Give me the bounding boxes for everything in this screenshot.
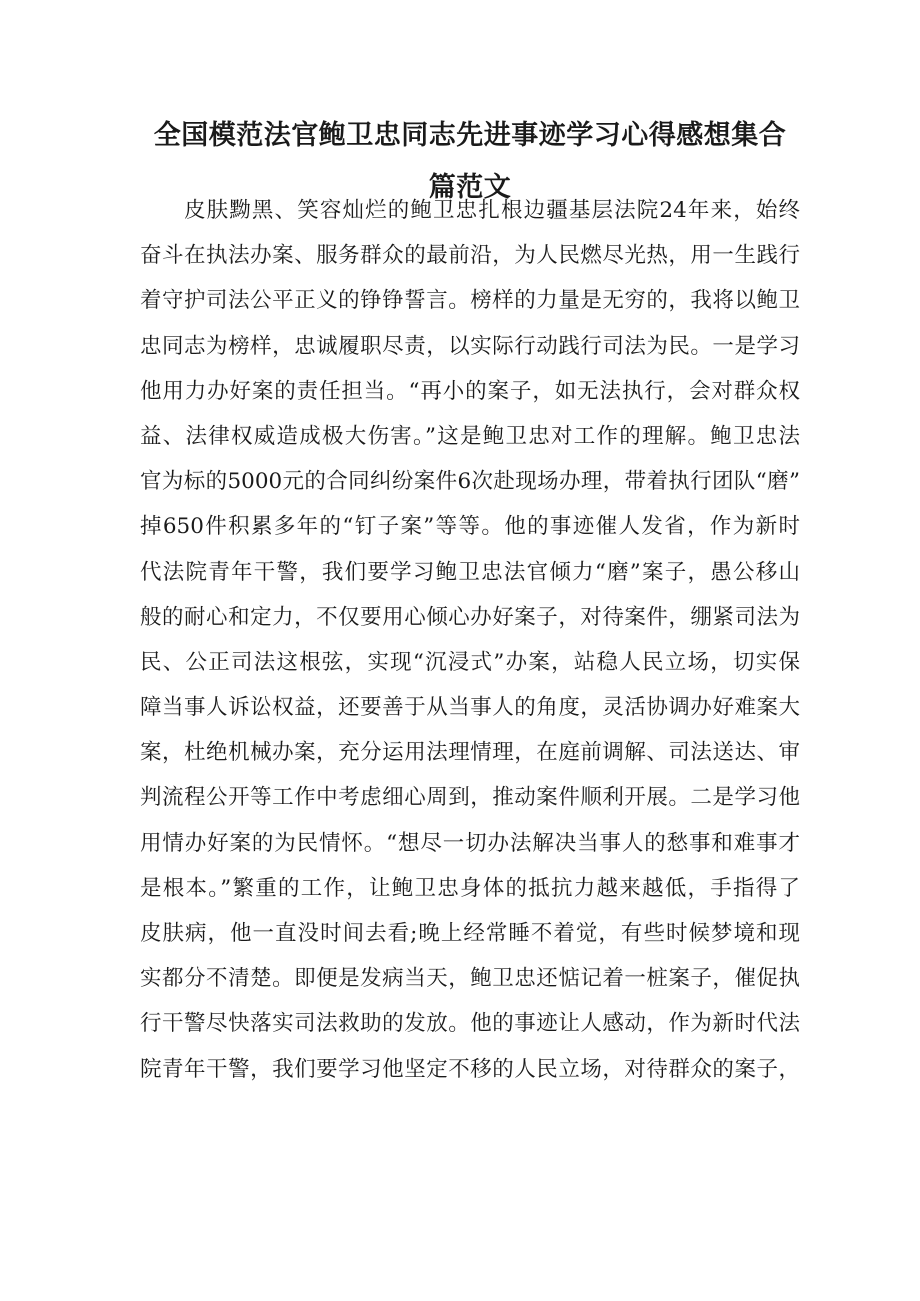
body-line: 代法院青年干警，我们要学习鲍卫忠法官倾力“磨”案子，愚公移山 [140, 559, 800, 585]
body-line: 案，杜绝机械办案，充分运用法理情理，在庭前调解、司法送达、审 [140, 740, 800, 766]
body-line: 院青年干警，我们要学习他坚定不移的人民立场，对待群众的案子， [140, 1056, 800, 1082]
body-line: 奋斗在执法办案、服务群众的最前沿，为人民燃尽光热，用一生践行 [140, 243, 800, 269]
body-line: 障当事人诉讼权益，还要善于从当事人的角度，灵活协调办好难案大 [140, 695, 800, 721]
document-title-line-2: 篇范文 [428, 172, 512, 203]
body-line: 皮肤病，他一直没时间去看;晚上经常睡不着觉，有些时候梦境和现 [140, 921, 800, 946]
body-line: 益、法律权威造成极大伤害。”这是鲍卫忠对工作的理解。鲍卫忠法 [140, 423, 800, 449]
body-line: 用情办好案的为民情怀。“想尽一切办法解决当事人的愁事和难事才 [140, 830, 800, 856]
body-line: 皮肤黝黑、笑容灿烂的鲍卫忠扎根边疆基层法院24年来，始终 [184, 198, 800, 223]
body-line: 是根本。”繁重的工作，让鲍卫忠身体的抵抗力越来越低，手指得了 [140, 875, 800, 901]
body-line: 着守护司法公平正义的铮铮誓言。榜样的力量是无穷的，我将以鲍卫 [140, 288, 800, 314]
body-line: 实都分不清楚。即便是发病当天，鲍卫忠还惦记着一桩案子，催促执 [140, 966, 800, 992]
body-line: 判流程公开等工作中考虑细心周到，推动案件顺利开展。二是学习他 [140, 785, 800, 811]
body-line: 忠同志为榜样，忠诚履职尽责，以实际行动践行司法为民。一是学习 [140, 333, 800, 359]
document-title-line-1: 全国模范法官鲍卫忠同志先进事迹学习心得感想集合 [153, 120, 787, 151]
body-line: 他用力办好案的责任担当。“再小的案子，如无法执行，会对群众权 [140, 378, 800, 404]
body-line: 官为标的5000元的合同纠纷案件6次赴现场办理，带着执行团队“磨” [140, 469, 800, 495]
body-line: 掉650件积累多年的“钉子案”等等。他的事迹催人发省，作为新时 [140, 514, 800, 540]
document-body [140, 188, 800, 1092]
body-line: 行干警尽快落实司法救助的发放。他的事迹让人感动，作为新时代法 [140, 1011, 800, 1037]
body-line: 民、公正司法这根弦，实现“沉浸式”办案，站稳人民立场，切实保 [140, 649, 800, 675]
body-line: 般的耐心和定力，不仅要用心倾心办好案子，对待案件，绷紧司法为 [140, 604, 800, 630]
